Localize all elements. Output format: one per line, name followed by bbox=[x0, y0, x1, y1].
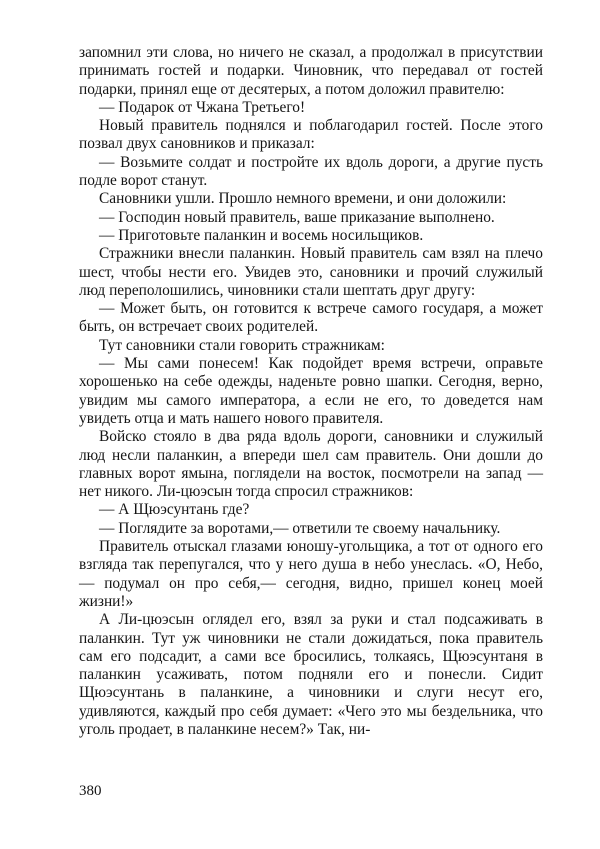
paragraph: Стражники внесли паланкин. Новый правитель сам взял на плечо шест, чтобы нести его. Увидев это, сановники и прочий служилый люд переполошились, чиновники стали шептать друг другу: bbox=[79, 245, 543, 299]
paragraph: — А Щюэсунтань где? bbox=[99, 501, 250, 519]
paragraph: запомнил эти слова, но ничего не сказал, а продолжал в присутствии принимать гостей и подарки. Чиновник, что передавал от гостей подарки, принял еще от десятерых, а потом доложил правителю: bbox=[79, 44, 543, 98]
paragraph: Новый правитель поднялся и поблагодарил гостей. После этого позвал двух сановников и приказал: bbox=[79, 117, 543, 153]
paragraph: — Подарок от Чжана Третьего! bbox=[99, 98, 306, 116]
paragraph: Сановники ушли. Прошло немного времени, и они доложили: bbox=[99, 190, 507, 208]
body-text bbox=[79, 44, 543, 739]
paragraph: — Поглядите за воротами,— ответили те своему начальнику. bbox=[99, 519, 501, 537]
paragraph: — Мы сами понесем! Как подойдет время встречи, оправьте хорошенько на себе одежды, наденьте ровно шапки. Сегодня, верно, увидим мы самого императора, а если не его, то доведется нам увидеть отца и мать нашего нового правителя. bbox=[79, 355, 543, 427]
paragraph: Правитель отыскал глазами юношу-угольщика, а тот от одного его взгляда так перепугался, что у него душа в небо унеслась. «О, Небо,— подумал он про себя,— сегодня, видно, пришел конец моей жизни!» bbox=[79, 538, 543, 610]
paragraph: — Господин новый правитель, ваше приказание выполнено. bbox=[99, 208, 495, 226]
paragraph: — Приготовьте паланкин и восемь носильщиков. bbox=[99, 226, 424, 244]
page-number: 380 bbox=[79, 783, 102, 799]
paragraph: — Может быть, он готовится к встрече самого государя, а может быть, он встречает своих родителей. bbox=[79, 300, 543, 336]
paragraph: А Ли-цюэсын оглядел его, взял за руки и стал подсаживать в паланкин. Тут уж чиновники не стали дожидаться, пока правитель сам его подсадит, а сами все бросились, толкаясь, Щюэсунтаня в паланкин усаживать, потом подняли его и понесли. Сидит Щюэсунтань в паланкине, а чиновники и слуги несут его, удивляются, каждый про себя думает: «Чего это мы бездельника, что уголь продает, в паланкине несем?» Так, ни- bbox=[79, 611, 543, 738]
paragraph: — Возьмите солдат и постройте их вдоль дороги, а другие пусть подле ворот станут. bbox=[79, 153, 543, 190]
paragraph: Тут сановники стали говорить стражникам: bbox=[99, 336, 385, 354]
paragraph: Войско стояло в два ряда вдоль дороги, сановники и служилый люд несли паланкин, а впереди шел сам правитель. Они дошли до главных ворот ямына, поглядели на восток, посмотрели на запад — нет никого. Ли-цюэсын тогда спросил стражников: bbox=[79, 428, 543, 501]
